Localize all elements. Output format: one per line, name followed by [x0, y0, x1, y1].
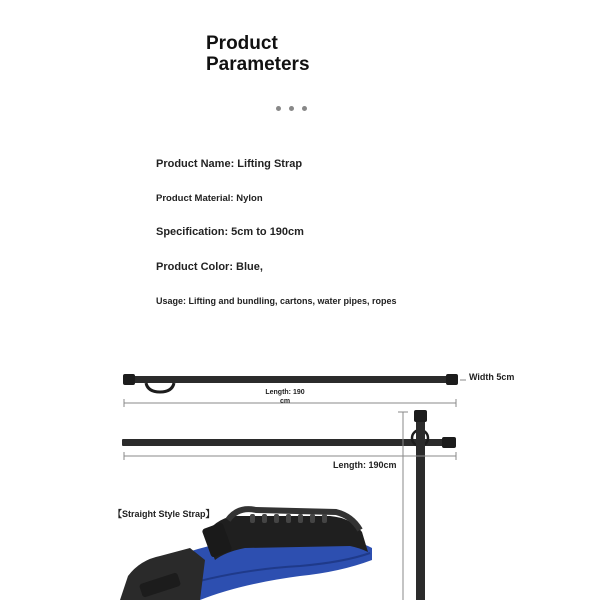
product-material: Product Material: Nylon [156, 193, 263, 204]
length-label-small-line-2: cm [279, 398, 291, 405]
length-label-large: Length: 190cm [333, 460, 397, 470]
strap-vertical-image [414, 410, 427, 600]
product-color: Product Color: Blue, [156, 261, 263, 273]
length-dimension-middle [124, 452, 456, 460]
straight-style-caption: 【Straight Style Strap】 [113, 509, 215, 519]
length-label-small [262, 388, 308, 406]
length-label-small-line-1: Length: 190 [265, 389, 305, 396]
product-specification: Specification: 5cm to 190cm [156, 226, 304, 238]
width-label: Width 5cm [469, 372, 515, 382]
title-line-1: Product [206, 33, 278, 54]
strap-product-photo [120, 509, 372, 600]
title-line-2: Parameters [206, 54, 310, 75]
product-name: Product Name: Lifting Strap [156, 158, 303, 170]
product-usage: Usage: Lifting and bundling, cartons, water pipes, ropes [156, 296, 397, 306]
strap-middle-image [122, 430, 456, 448]
